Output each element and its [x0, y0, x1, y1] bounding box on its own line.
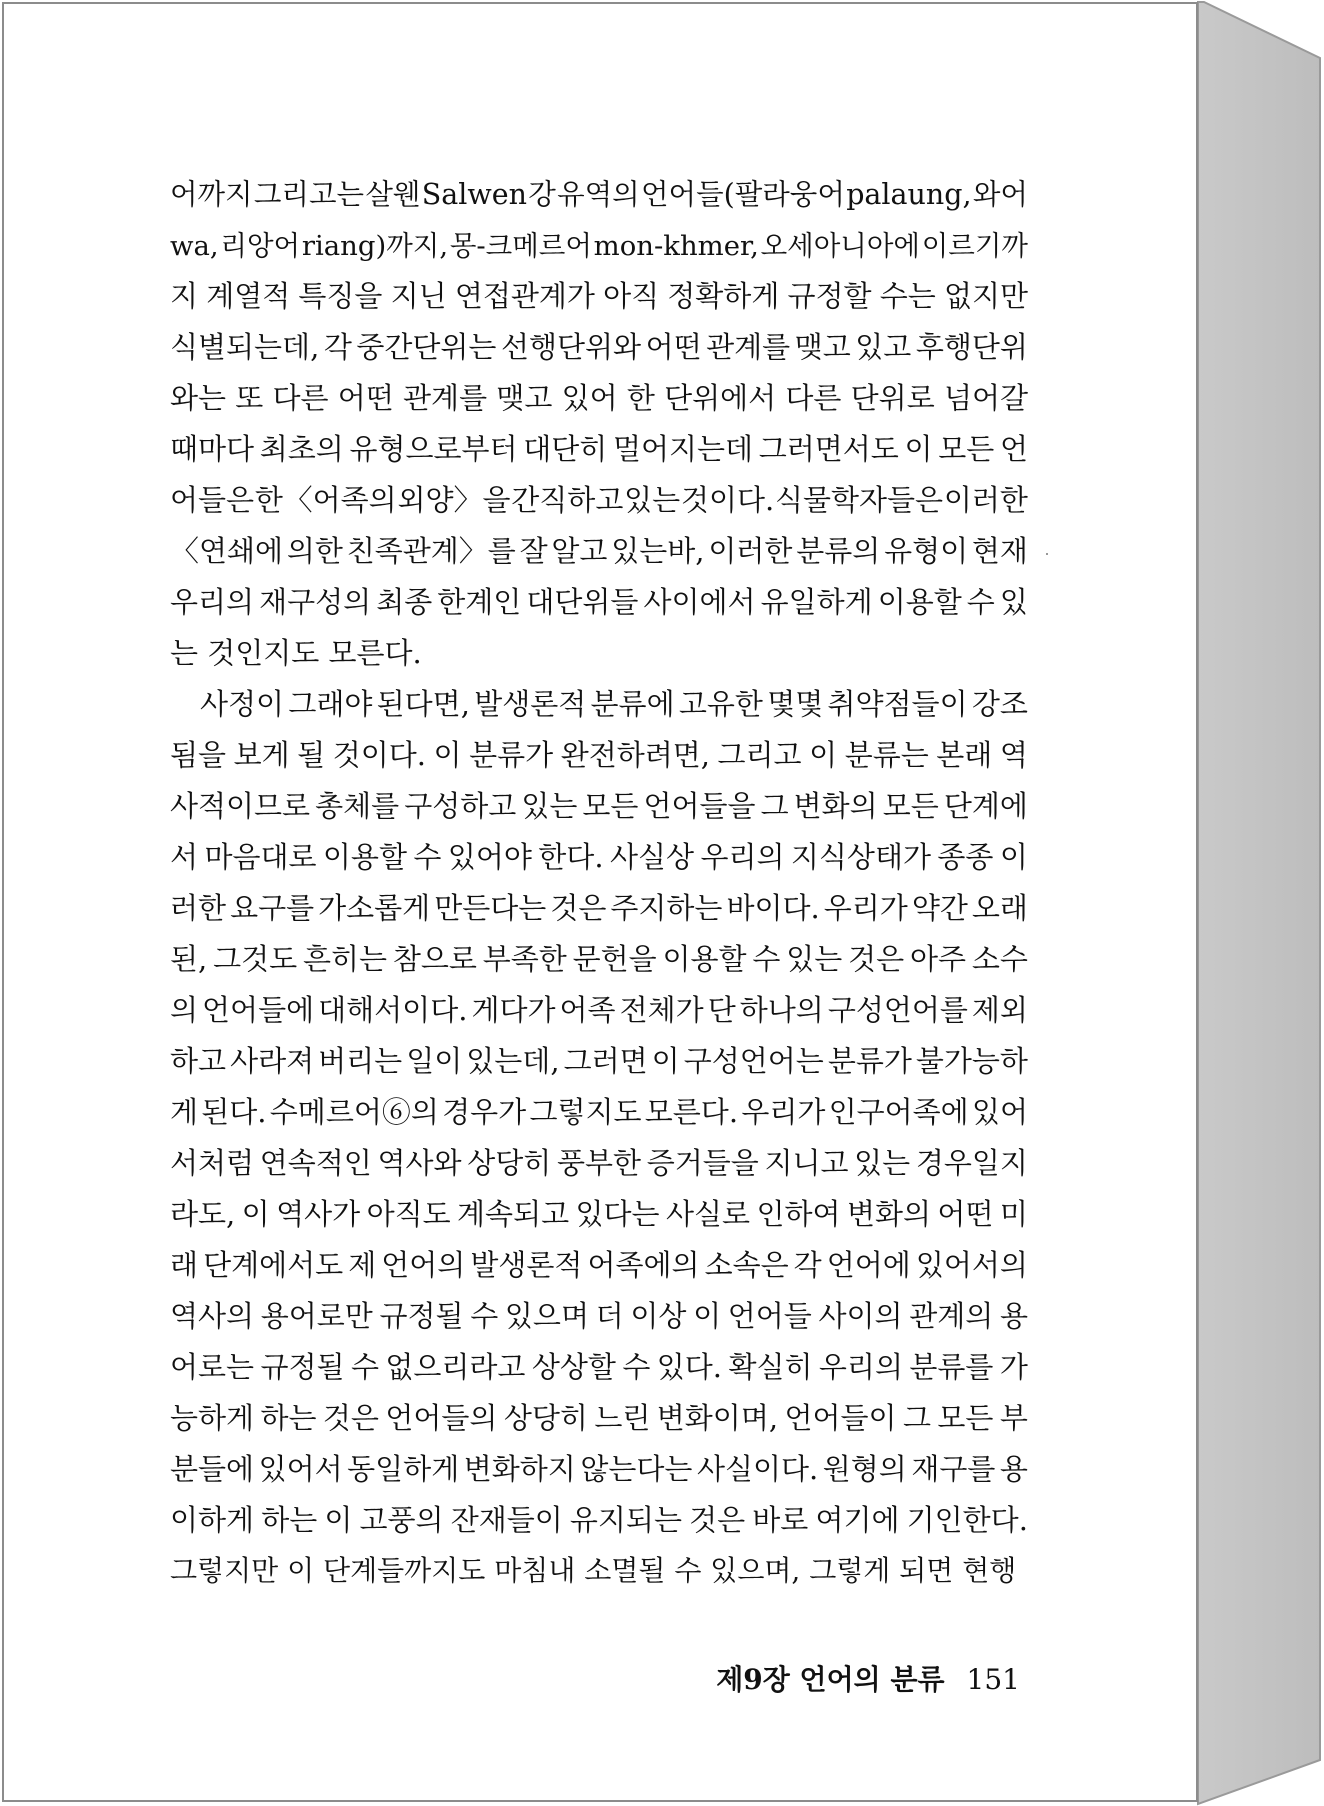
word: 아주 — [910, 942, 967, 976]
word: 역 — [999, 738, 1028, 772]
word: 그 — [760, 789, 789, 823]
word: 하나의 — [739, 993, 824, 1027]
word: 인구어족에 — [828, 1095, 969, 1129]
text-line — [170, 1141, 1028, 1192]
word: 용어로만 — [260, 1299, 373, 1333]
word: 현재 — [971, 534, 1028, 568]
word: 수 — [350, 1350, 379, 1384]
word: 사실이다. — [696, 1452, 819, 1486]
word: 확실히 — [728, 1350, 813, 1384]
word: 구성언어를 — [827, 993, 968, 1027]
word: 있어서의 — [915, 1248, 1028, 1282]
word: 서 — [170, 840, 199, 874]
word: 정확하게 — [667, 279, 780, 313]
word: 각 — [323, 330, 352, 364]
word: 변화하지 — [463, 1452, 576, 1486]
text-line — [170, 1294, 1028, 1345]
word: 지닌 — [390, 279, 447, 313]
word: 능하게 — [170, 1401, 255, 1435]
word: 사라져 — [230, 1044, 315, 1078]
word: 또 — [235, 381, 264, 415]
word: 계속되고 — [457, 1197, 570, 1231]
word: 맺고 — [794, 330, 851, 364]
word: 느린 — [594, 1401, 651, 1435]
word: 참으로 — [392, 942, 477, 976]
word: 불가능하 — [915, 1044, 1028, 1078]
word: 간직하고 — [511, 483, 624, 517]
word: 언어들을 — [643, 789, 756, 823]
word: 유역의 — [557, 178, 640, 211]
word: 한다. — [538, 840, 604, 874]
word: 기인한다. — [906, 1503, 1028, 1537]
word: 사적이므로 — [170, 789, 311, 823]
word: 단 — [707, 993, 736, 1027]
word: 그래야 — [288, 687, 373, 721]
word: 언어의 — [381, 1248, 466, 1282]
scan-speck — [1046, 553, 1048, 555]
word: 언 — [999, 432, 1028, 466]
word: 여기에 — [815, 1503, 900, 1537]
word: 게다가 — [471, 993, 556, 1027]
word: 우리의 — [818, 1350, 903, 1384]
word: 있으며 — [504, 1299, 589, 1333]
word: 역사가 — [276, 1197, 361, 1231]
word: 강조 — [971, 687, 1028, 721]
word: 연속적인 — [259, 1146, 372, 1180]
word: 외양〉을 — [397, 483, 511, 517]
word: 하는 — [261, 1503, 318, 1537]
text-line: 그렇지만 이 단계들까지도 마침내 소멸될 수 있으며, 그렇게 되면 현행 — [170, 1554, 1017, 1587]
word: riang)까지, — [301, 230, 449, 262]
word: 언어들 — [727, 1299, 812, 1333]
word: 구성언어는 — [683, 1044, 824, 1078]
word: 어족에의 — [587, 1248, 700, 1282]
word: 된다면, — [376, 687, 470, 721]
word: 더 — [595, 1299, 624, 1333]
word: 수 — [622, 1350, 651, 1384]
word: 그 — [902, 1401, 931, 1435]
word: 라도, — [170, 1197, 236, 1231]
word: 의한 — [286, 534, 343, 568]
word: 그것도 — [213, 942, 298, 976]
word: 유일하게 — [760, 585, 873, 619]
word: 없지만 — [943, 279, 1028, 313]
word: 대단위들 — [526, 585, 639, 619]
word: 대단히 — [523, 432, 608, 466]
word: 하고 — [170, 1044, 227, 1078]
word: 최초의 — [259, 432, 344, 466]
word: 주지하는 — [610, 891, 723, 925]
word: 넘어갈 — [943, 381, 1028, 415]
word: 제 — [348, 1248, 377, 1282]
word: 역사와 — [377, 1146, 462, 1180]
word: 분류는 — [844, 738, 929, 772]
word: 경우가 — [442, 1095, 527, 1129]
word: 아직 — [603, 279, 660, 313]
word: 분류에 — [590, 687, 675, 721]
word: 있어 — [971, 1095, 1028, 1129]
word: 우리의 — [170, 585, 255, 619]
word: 단위에서 — [664, 381, 777, 415]
word: 용 — [999, 1452, 1028, 1486]
word: 관계의 — [909, 1299, 994, 1333]
word: 모든 — [882, 789, 939, 823]
text-line — [170, 580, 1028, 631]
word: 잘 — [519, 534, 548, 568]
word: 부 — [999, 1401, 1028, 1435]
word: 이 — [693, 1299, 722, 1333]
word: 이상 — [630, 1299, 687, 1333]
word: 각 — [793, 1248, 822, 1282]
word: 지니고 — [764, 1146, 849, 1180]
text-line — [170, 274, 1028, 325]
word: 대해서이다. — [318, 993, 468, 1027]
word: 변화이며, — [656, 1401, 779, 1435]
word: 언어들에 — [202, 993, 315, 1027]
word: 분류를 — [909, 1350, 994, 1384]
word: 있다. — [656, 1350, 723, 1384]
word: 이 — [809, 738, 838, 772]
word: 된다. — [201, 1095, 267, 1129]
word: 사이에서 — [643, 585, 756, 619]
text-line — [170, 886, 1028, 937]
word: 풍부한 — [556, 1146, 641, 1180]
word: 분류의 — [796, 534, 881, 568]
word: 것은 — [689, 1503, 746, 1537]
word: 규정될 — [260, 1350, 345, 1384]
word: 이 — [241, 1197, 270, 1231]
word: 이 — [324, 1503, 353, 1537]
word: 있는 — [786, 942, 843, 976]
word: 분류가 — [469, 738, 554, 772]
word: 연접관계가 — [454, 279, 595, 313]
word: 부족한 — [482, 942, 567, 976]
word: 상당히 — [467, 1146, 552, 1180]
word: 서처럼 — [170, 1146, 255, 1180]
word: 고유한 — [678, 687, 763, 721]
word: 중간단위는 — [356, 330, 497, 364]
word: 것은 — [322, 1401, 379, 1435]
word: 않는다는 — [580, 1452, 693, 1486]
word: 강 — [528, 178, 556, 211]
word: 발생론적 — [470, 1248, 583, 1282]
word: 의 — [170, 993, 199, 1027]
word: 우리의 — [700, 840, 785, 874]
word: 이용할 — [662, 942, 747, 976]
word: 이 — [651, 1044, 680, 1078]
text-line — [170, 376, 1028, 427]
word: 총체를 — [315, 789, 400, 823]
text-line — [170, 478, 1028, 529]
word: 언어에 — [826, 1248, 911, 1282]
text-line — [170, 1396, 1028, 1447]
text-line — [170, 988, 1028, 1039]
word: 보게 — [233, 738, 290, 772]
chapter-title: 제9장 언어의 분류 — [716, 1663, 945, 1696]
word: 이하게 — [170, 1503, 255, 1537]
word: 마음대로 — [204, 840, 317, 874]
word: 언어들(팔라웅어 — [641, 178, 845, 211]
word: 있어야 — [447, 840, 532, 874]
word: 규정될 — [379, 1299, 464, 1333]
word: 모든 — [582, 789, 639, 823]
word: 종종 — [937, 840, 994, 874]
word: 모든 — [937, 1401, 994, 1435]
word: 있다는 — [575, 1197, 660, 1231]
word: 그러면서도 — [758, 432, 899, 466]
word: 됨을 — [170, 738, 227, 772]
word: 완전하려면, — [560, 738, 710, 772]
word: 와는 — [170, 381, 227, 415]
word: 상상할 — [531, 1350, 616, 1384]
word: 와어 — [972, 178, 1028, 211]
word: 이르기까 — [921, 230, 1028, 262]
word: 오래 — [971, 891, 1028, 925]
word: 이 — [433, 738, 462, 772]
word: 그렇지도 — [529, 1095, 642, 1129]
text-line — [170, 1498, 1028, 1549]
word: 관계를 — [403, 381, 488, 415]
word: 이용할 — [877, 585, 962, 619]
word: 전체가 — [619, 993, 704, 1027]
word: 역사의 — [170, 1299, 255, 1333]
word: 이 — [904, 432, 933, 466]
word: 식별되는데, — [170, 330, 320, 364]
word: 유형이 — [884, 534, 969, 568]
word: 있는 — [521, 789, 578, 823]
word: 리앙어 — [220, 230, 301, 262]
word: 있고 — [855, 330, 912, 364]
word: 있어 — [561, 381, 618, 415]
word: 사실로 — [666, 1197, 751, 1231]
text-line — [170, 1345, 1028, 1396]
word: 알고 — [551, 534, 608, 568]
word: 바로 — [752, 1503, 809, 1537]
word: 취약점들이 — [827, 687, 968, 721]
word: 일이 — [406, 1044, 463, 1078]
word: 아직도 — [366, 1197, 451, 1231]
word: 이러한 — [943, 483, 1028, 517]
text-line — [170, 937, 1028, 988]
word: 언어들의 — [385, 1401, 498, 1435]
word: 친족관계〉를 — [346, 534, 516, 568]
word: 가 — [999, 1350, 1028, 1384]
word: 한 — [254, 483, 283, 517]
word: 그러면 — [563, 1044, 648, 1078]
word: 래 — [170, 1248, 199, 1282]
word: 수는 — [879, 279, 936, 313]
word: 어로는 — [170, 1350, 255, 1384]
word: wa, — [170, 230, 219, 262]
word: 어족 — [559, 993, 616, 1027]
word: 것이다. — [332, 738, 426, 772]
word: 하는 — [260, 1401, 317, 1435]
word: 된, — [170, 942, 208, 976]
word: 문헌을 — [572, 942, 657, 976]
word: 소수 — [971, 942, 1028, 976]
word: 원형의 — [822, 1452, 907, 1486]
word: 맺고 — [496, 381, 553, 415]
word: 고풍의 — [359, 1503, 444, 1537]
word: 증거들을 — [646, 1146, 759, 1180]
word: 게 — [170, 1095, 199, 1129]
text-line — [170, 733, 1028, 784]
word: 어떤 — [337, 381, 394, 415]
word: 몇몇 — [767, 687, 824, 721]
text-line — [170, 784, 1028, 835]
word: 될 — [297, 738, 326, 772]
word: 우리가 — [741, 1095, 826, 1129]
word: 것은 — [848, 942, 905, 976]
word: 본래 — [936, 738, 993, 772]
word: 경우일지 — [915, 1146, 1028, 1180]
word: 소속은 — [704, 1248, 789, 1282]
word: 후행단위 — [915, 330, 1028, 364]
word: 있 — [999, 585, 1028, 619]
word: 살웬 — [365, 178, 421, 211]
word: 있어서 — [258, 1452, 343, 1486]
word: 몽-크메르어 — [449, 230, 592, 262]
text-line — [170, 835, 1028, 886]
word: 이러한 — [708, 534, 793, 568]
word: 제외 — [971, 993, 1028, 1027]
word: 한 — [626, 381, 655, 415]
word: 약간 — [911, 891, 968, 925]
word: 흔히는 — [302, 942, 388, 976]
text-line — [170, 682, 1028, 733]
word: 분류가 — [827, 1044, 912, 1078]
word: 이 — [999, 840, 1028, 874]
word: 어떤 — [937, 1197, 994, 1231]
word: 멀어지는데 — [612, 432, 754, 466]
text-line — [170, 325, 1028, 376]
word: 잔재들이 — [450, 1503, 563, 1537]
word: 미 — [999, 1197, 1028, 1231]
word: 어까지 — [170, 178, 253, 211]
word: 러한 — [170, 891, 227, 925]
word: Salwen — [421, 178, 527, 211]
word: 유형으로부터 — [349, 432, 518, 466]
word: 수 — [966, 585, 995, 619]
word: 식물학자들은 — [774, 483, 944, 517]
word: 있는데, — [466, 1044, 560, 1078]
word: 선행단위와 — [500, 330, 642, 364]
word: 계열적 — [206, 279, 291, 313]
word: 언어들이 — [784, 1401, 897, 1435]
word: 다른 — [785, 381, 842, 415]
word: 버리는 — [318, 1044, 403, 1078]
word: 최종 — [376, 585, 433, 619]
word: 수 — [752, 942, 781, 976]
text-line — [170, 1447, 1028, 1498]
word: 있는바, — [611, 534, 705, 568]
text-line — [170, 427, 1028, 478]
word: 것은 — [550, 891, 607, 925]
word: mon-khmer, — [593, 230, 759, 262]
word: 발생론적 — [474, 687, 587, 721]
page-number: 151 — [966, 1663, 1020, 1696]
body-text — [170, 172, 1028, 1600]
word: 어들은 — [170, 483, 255, 517]
word: 변화의 — [793, 789, 878, 823]
word: 재구성의 — [259, 585, 372, 619]
word: 특징을 — [298, 279, 383, 313]
word: 〈연쇄에 — [170, 534, 284, 568]
text-line — [170, 529, 1028, 580]
text-line — [170, 172, 1028, 223]
word: 사실상 — [609, 840, 695, 874]
word: 모른다. — [644, 1095, 739, 1129]
word: 없으리라고 — [385, 1350, 526, 1384]
word: 수 — [470, 1299, 499, 1333]
word: 때마다 — [170, 432, 255, 466]
word: 한계인 — [437, 585, 522, 619]
word: 유지되는 — [569, 1503, 682, 1537]
word: 사이의 — [818, 1299, 903, 1333]
word: 변화의 — [846, 1197, 931, 1231]
word: 요구를 — [230, 891, 315, 925]
word: 〈어족의 — [283, 483, 397, 517]
word: 것이다. — [680, 483, 775, 517]
word: 오세아니아에 — [760, 230, 920, 262]
text-line — [170, 1192, 1028, 1243]
word: 인하여 — [756, 1197, 841, 1231]
word: 가소롭게 — [318, 891, 431, 925]
page-footer — [700, 1658, 1020, 1698]
text-line — [170, 1090, 1028, 1141]
text-line — [170, 1039, 1028, 1090]
text-line — [170, 223, 1028, 274]
word: 어떤 — [645, 330, 702, 364]
word: 사정이 — [200, 687, 285, 721]
word: palaung, — [846, 178, 972, 211]
word: 지식상태가 — [790, 840, 931, 874]
word: 우리가 — [823, 891, 908, 925]
word: 수메르어⑥의 — [269, 1095, 439, 1129]
word: 단계에 — [943, 789, 1028, 823]
word: 단계에서도 — [203, 1248, 344, 1282]
word: 동일하게 — [347, 1452, 460, 1486]
word: 바이다. — [726, 891, 820, 925]
word: 구성하고 — [404, 789, 517, 823]
word: 지 — [170, 279, 199, 313]
word: 그리고는 — [253, 178, 365, 211]
word: 만든다는 — [434, 891, 547, 925]
text-line: 는 것인지도 모른다. — [170, 636, 422, 670]
word: 모든 — [938, 432, 995, 466]
word: 규정할 — [787, 279, 872, 313]
word: 수 — [413, 840, 442, 874]
word: 있는 — [854, 1146, 911, 1180]
word: 단위로 — [850, 381, 935, 415]
word: 재구를 — [911, 1452, 996, 1486]
word: 그리고 — [717, 738, 802, 772]
word: 분들에 — [170, 1452, 255, 1486]
word: 있는 — [624, 483, 681, 517]
word: 상당히 — [503, 1401, 588, 1435]
word: 관계를 — [706, 330, 791, 364]
word: 다른 — [272, 381, 329, 415]
text-line — [170, 1243, 1028, 1294]
word: 이용할 — [322, 840, 407, 874]
word: 용 — [999, 1299, 1028, 1333]
